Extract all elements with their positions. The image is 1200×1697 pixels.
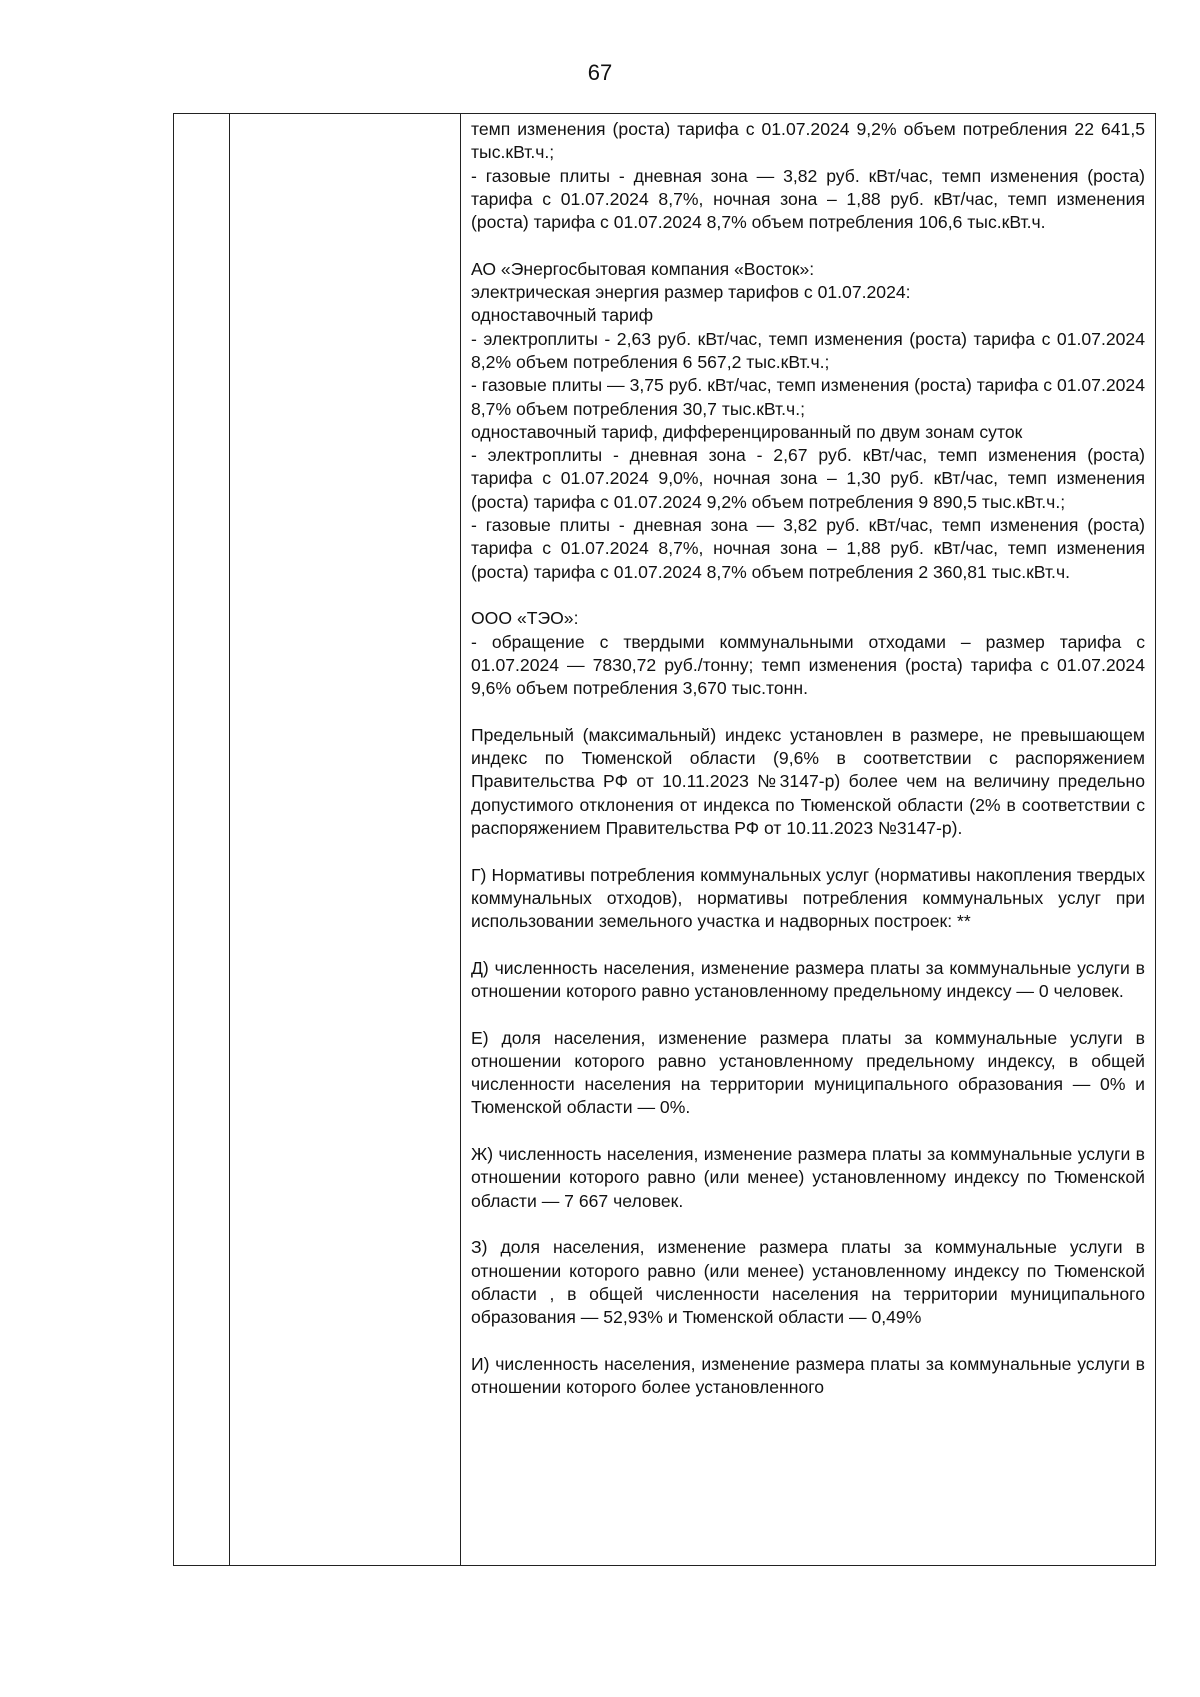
tariffs-continuation-block	[471, 118, 1145, 234]
table-cell-description	[461, 114, 1156, 1566]
item-d-paragraph: Д) численность населения, изменение размера платы за коммунальные услуги в отношении которого равно установленному предельному индексу — 0 человек.	[471, 957, 1145, 1001]
tariff-line: - газовые плиты - дневная зона — 3,82 руб. кВт/час, темп изменения (роста) тарифа с 01.07.2024 8,7%, ночная зона – 1,88 руб. кВт/час, темп изменения (роста) тарифа с 01.07.2024 8,7% объем потребления 106,6 тыс.кВт.ч.	[471, 165, 1145, 233]
teo-block	[471, 607, 1145, 700]
tariff-line: одноставочный тариф, дифференцированный по двум зонам суток	[471, 421, 1023, 442]
company-heading: АО «Энергосбытовая компания «Восток»:	[471, 258, 815, 279]
tariff-line: одноставочный тариф	[471, 305, 654, 326]
index-limit-paragraph: Предельный (максимальный) индекс установлен в размере, не превышающем индекс по Тюменской области (9,6% в соответствии с распоряжением Правительства РФ от 10.11.2023 №3147-р) более чем на величину предельно допустимого отклонения от индекса по Тюменской области (2% в соответствии с распоряжением Правительства РФ от 10.11.2023 №3147-р).	[471, 724, 1145, 838]
table-cell-name	[230, 114, 461, 1566]
tariff-line: - электроплиты - 2,63 руб. кВт/час, темп изменения (роста) тарифа с 01.07.2024 8,2% объем потребления 6 567,2 тыс.кВт.ч.;	[471, 328, 1145, 372]
tariff-line: темп изменения (роста) тарифа с 01.07.2024 9,2% объем потребления 22 641,5 тыс.кВт.ч.;	[471, 119, 1145, 163]
item-zh-paragraph: Ж) численность населения, изменение размера платы за коммунальные услуги в отношении которого равно (или менее) установленному индексу по Тюменской области — 7 667 человек.	[471, 1144, 1145, 1211]
tariff-line: - газовые плиты - дневная зона — 3,82 руб. кВт/час, темп изменения (роста) тарифа с 01.07.2024 8,7%, ночная зона – 1,88 руб. кВт/час, темп изменения (роста) тарифа с 01.07.2024 8,7% объем потребления 2 360,81 тыс.кВт.ч.	[471, 515, 1145, 582]
tariff-line: - электроплиты - дневная зона - 2,67 руб. кВт/час, темп изменения (роста) тарифа с 01.07.2024 9,0%, ночная зона – 1,30 руб. кВт/час, темп изменения (роста) тарифа с 01.07.2024 9,2% объем потребления 9 890,5 тыс.кВт.ч.;	[471, 445, 1145, 512]
item-z-paragraph: З) доля населения, изменение размера платы за коммунальные услуги в отношении которого равно (или менее) установленному индексу по Тюменской области , в общей численности населения на территории муниципального образования — 52,93% и Тюменской области — 0,49%	[471, 1237, 1145, 1328]
table-row	[174, 114, 1156, 1566]
document-table	[173, 113, 1156, 1566]
table-cell-number	[174, 114, 230, 1566]
item-g-paragraph: Г) Нормативы потребления коммунальных услуг (нормативы накопления твердых коммунальных отходов), нормативы потребления коммунальных услуг при использовании земельного участка и надворных построек: **	[471, 864, 1145, 932]
item-i-paragraph: И) численность населения, изменение размера платы за коммунальные услуги в отношении которого более установленного	[471, 1353, 1145, 1398]
tariff-line: электрическая энергия размер тарифов с 01.07.2024:	[471, 282, 911, 303]
cell-content	[471, 118, 1145, 1564]
page-number: 67	[587, 60, 613, 85]
item-e-paragraph: Е) доля населения, изменение размера платы за коммунальные услуги в отношении которого равно установленному предельному индексу, в общей численности населения на территории муниципального образования — 0% и Тюменской области — 0%.	[471, 1027, 1145, 1118]
tariff-line: - обращение с твердыми коммунальными отходами – размер тарифа с 01.07.2024 — 7830,72 руб./тонну; темп изменения (роста) тарифа с 01.07.2024 9,6% объем потребления 3,670 тыс.тонн.	[471, 631, 1145, 699]
vostok-block	[471, 258, 1145, 584]
company-heading: ООО «ТЭО»:	[471, 608, 579, 629]
tariff-line: - газовые плиты — 3,75 руб. кВт/час, темп изменения (роста) тарифа с 01.07.2024 8,7% объем потребления 30,7 тыс.кВт.ч.;	[471, 375, 1145, 419]
